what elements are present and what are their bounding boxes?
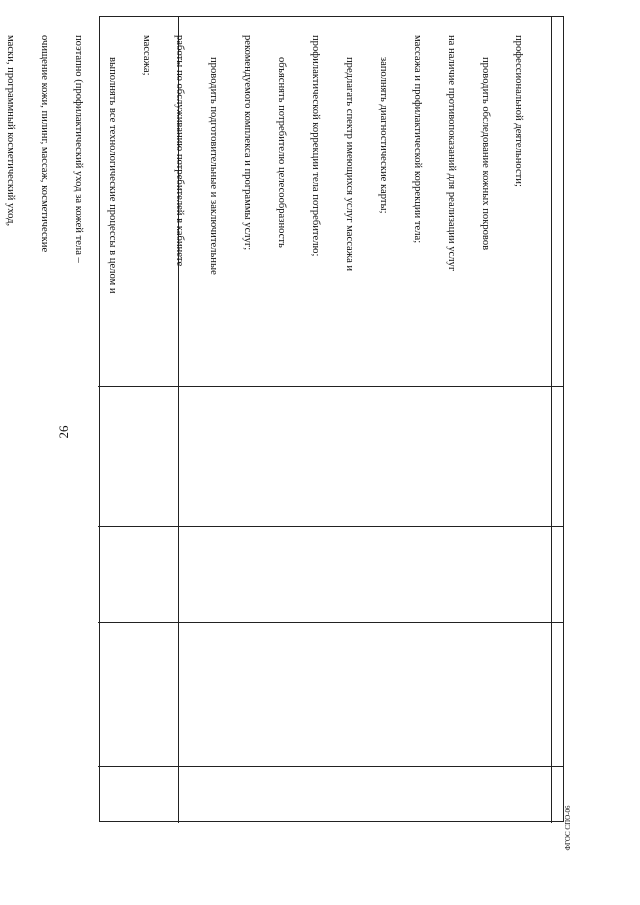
table-cell: [552, 387, 563, 527]
text-line: предлагать спектр имеющихся услуг массажа и: [343, 57, 355, 272]
competency-text: [0, 35, 547, 400]
table-cell: [552, 623, 563, 767]
table-cell: [552, 527, 563, 623]
table-cell: [98, 623, 178, 767]
footer-code: ФГОС СПО-06: [564, 805, 572, 851]
text-line: рекомендуемого комплекса и программы услуг;: [242, 35, 254, 251]
text-line: проводить подготовительные и заключительные: [208, 57, 220, 275]
table-cell: [98, 767, 178, 823]
text-line: работы по обслуживанию потребителей в кабинете: [174, 35, 186, 267]
table-cell: [179, 527, 551, 623]
text-line: маски, программный косметический уход,: [5, 35, 17, 227]
text-line: объяснять потребителю целесообразность: [276, 57, 288, 248]
text-line: проводить обследование кожных покровов: [479, 57, 491, 251]
table-cell: [179, 387, 551, 527]
text-line: заполнять диагностические карты;: [377, 57, 389, 214]
table-cell: [98, 17, 178, 387]
text-line: выполнять все технологические процессы в целом и: [106, 57, 118, 294]
table-row-index: [551, 17, 563, 823]
text-line: на наличие противопоказаний для реализации услуг: [445, 35, 457, 272]
text-line: профилактической коррекции тела потребителю;: [310, 35, 322, 257]
page-number: 26: [56, 425, 71, 439]
table-cell: [98, 387, 178, 527]
table-row-side: [98, 17, 178, 823]
text-line: массажа и профилактической коррекции тела;: [411, 35, 423, 244]
table-cell: [98, 527, 178, 623]
text-line: массажа;: [140, 35, 152, 76]
table-cell-text: [5, 17, 551, 387]
table-cell: [179, 623, 551, 767]
text-line: поэтапно (профилактический уход за кожей тела –: [72, 35, 84, 263]
text-line: очищение кожи, пилинг, массаж, косметические: [38, 35, 50, 253]
table-cell: [552, 17, 563, 387]
table-cell: [179, 767, 551, 823]
text-line: профессиональной деятельности;: [513, 35, 525, 187]
